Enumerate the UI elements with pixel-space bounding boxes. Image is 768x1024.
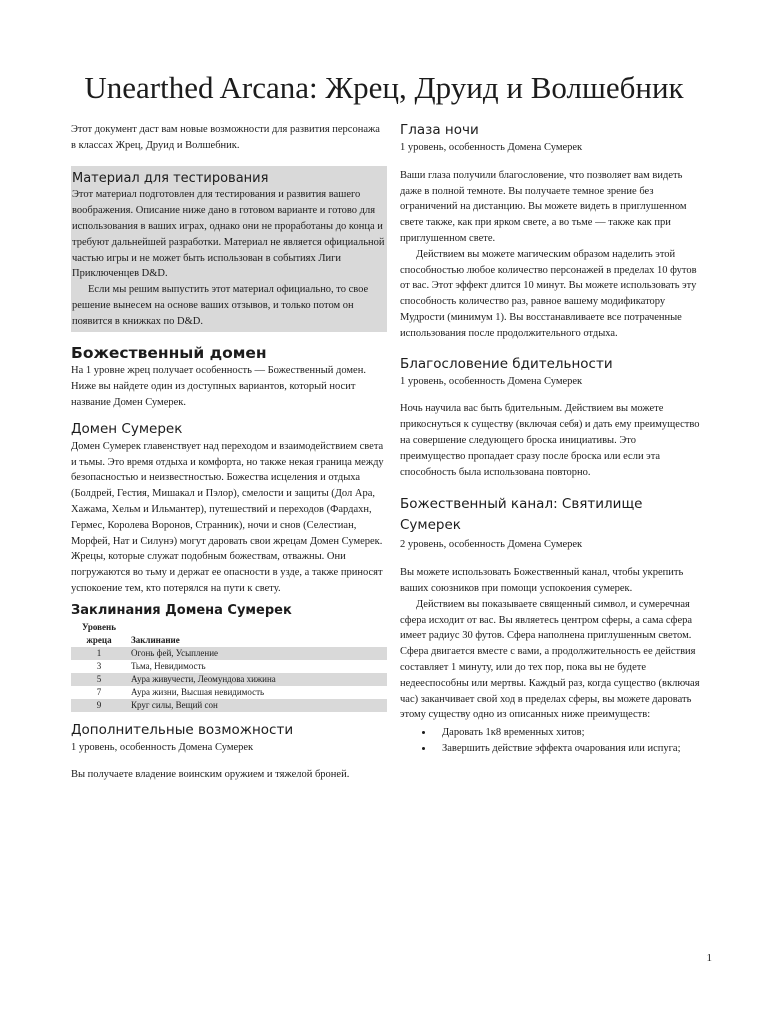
sanctuary-paragraph: Действием вы показываете священный символ, и сумеречная сфера исходит от вас. Вы являетесь центром сферы, а сама сфера имеет радиус 30 футов. Сфера наполнена приглушенным светом. Сфера двигается вместе с вами, а продолжительность ее действия составляет 1 минуту, или до тех пор, пока вы не будете недееспособны или мертвы. Каждый раз, когда существо (включая час) заканчивает свой ход в пределах сферы, вы можете даровать этому существу одно из описанных ниже преимуществ: bbox=[400, 598, 700, 721]
feature-subtitle: 1 уровень, особенность Домена Сумерек bbox=[400, 142, 583, 153]
table-cell-level: 9 bbox=[71, 699, 127, 712]
table-row bbox=[71, 673, 387, 686]
left-column bbox=[71, 122, 387, 783]
table-cell-spells: Аура живучести, Леомундова хижина bbox=[127, 673, 387, 686]
feature-subtitle: 1 уровень, особенность Домена Сумерек bbox=[71, 741, 254, 753]
spells-table-header-level: Уровень жреца bbox=[82, 621, 116, 645]
section-heading-night-eyes: Глаза ночи bbox=[400, 122, 479, 138]
table-cell-spells: Тьма, Невидимость bbox=[131, 660, 206, 671]
list-item: • Даровать 1к8 временных хитов; bbox=[434, 725, 700, 741]
sidebar-title: Материал для тестирования bbox=[72, 170, 269, 186]
spells-table bbox=[71, 621, 387, 712]
table-cell-level: 7 bbox=[96, 686, 102, 697]
sidebar-paragraph: Этот материал подготовлен для тестирования и развития вашего воображения. Описание ниже дано в готовом варианте и готово для использования в ваших играх, однако они не проработаны до конца и требуют дальнейшей разработки. Материал не является официальной частью игры и не может быть использован в событиях Лиги Приключенцев D&D. bbox=[72, 189, 385, 280]
sanctuary-paragraph: Вы можете использовать Божественный канал, чтобы укрепить ваших союзников при помощи успокоения сумерек. bbox=[400, 567, 684, 594]
table-row bbox=[71, 686, 387, 699]
table-cell-level: 3 bbox=[96, 660, 102, 671]
testing-sidebar bbox=[71, 166, 387, 332]
feature-subtitle: 2 уровень, особенность Домена Сумерек bbox=[400, 539, 583, 551]
table-row bbox=[71, 660, 387, 673]
intro-paragraph: Этот документ даст вам новые возможности для развития персонажа в классах Жрец, Друид и Волшебник. bbox=[71, 124, 380, 151]
benefits-list bbox=[400, 725, 700, 757]
table-cell-spells: Огонь фей, Усыпление bbox=[127, 647, 387, 660]
table-cell-spells: Круг силы, Вещий сон bbox=[127, 699, 387, 712]
section-heading-vigilance: Благословение бдительности bbox=[400, 355, 613, 372]
divine-domain-text: На 1 уровне жрец получает особенность — Божественный домен. Ниже вы найдете один из доступных вариантов, который носит название Домен Сумерек. bbox=[71, 365, 366, 408]
section-heading-extra-abilities: Дополнительные возможности bbox=[71, 721, 294, 738]
list-item: • Завершить действие эффекта очарования или испуга; bbox=[434, 741, 700, 757]
vigilance-paragraph: Ночь научила вас быть бдительным. Действием вы можете прикоснуться к существу (включая себя) и дать ему преимущество на совершение следующего броска инициативы. Это преимущество пропадает сразу после броска или если эта способность была использована повторно. bbox=[400, 403, 700, 478]
spells-table-header-spells: Заклинание bbox=[131, 634, 180, 645]
section-heading-sanctuary: Божественный канал: Святилище Сумерек bbox=[400, 496, 643, 534]
page-title: Unearthed Arcana: Жрец, Друид и Волшебник bbox=[84, 70, 684, 105]
feature-subtitle: 1 уровень, особенность Домена Сумерек bbox=[400, 375, 583, 387]
night-eyes-paragraph: Ваши глаза получили благословение, что позволяет вам видеть даже в полной темноте. Вы получаете темное зрение без ограничений на дистанцию. Вы можете видеть в приглушенном свете также, как при ярком свете, а во тьме — также как при приглушенном свете. bbox=[400, 169, 687, 244]
table-row bbox=[71, 699, 387, 712]
table-row bbox=[71, 647, 387, 660]
page-number: 1 bbox=[706, 952, 712, 964]
section-heading-twilight-domain: Домен Сумерек bbox=[71, 420, 183, 437]
sidebar-paragraph: Если мы решим выпустить этот материал официально, то свое решение вынесем на основе ваших отзывов, и только потом он появится в книжках по D&D. bbox=[72, 284, 369, 327]
table-cell-level: 5 bbox=[71, 673, 127, 686]
table-cell-level: 1 bbox=[71, 647, 127, 660]
twilight-domain-text: Домен Сумерек главенствует над переходом и взаимодействием света и тьмы. Это время отдыха и комфорта, но также некая граница между безопасностью и неизвестностью. Божества исцеления и отдыха (Болдрей, Гестия, Мишакал и Пэлор), смелости и защиты (Дол Ара, Хажама, Хельм и Ильмантер), путешествий и переходов (Фардахн, Гермес, Королева Воронов, Странник), ночи и снов (Селестиан, Морфей, Нат и Силунэ) могут даровать свои жрецам Домен Сумерек. Жрецы, которые служат подобным божествам, отважны. Они погружаются во тьму и держат ее опасности в узде, а также приносят успокоение тем, кто потерялся на пути к свету. bbox=[71, 440, 384, 594]
extra-abilities-text: Вы получаете владение воинским оружием и тяжелой броней. bbox=[71, 769, 350, 781]
spells-table-heading: Заклинания Домена Сумерек bbox=[71, 602, 292, 618]
right-column bbox=[400, 122, 700, 757]
table-cell-spells: Аура жизни, Высшая невидимость bbox=[131, 686, 265, 697]
night-eyes-paragraph: Действием вы можете магическим образом наделить этой способностью любое количество персонажей в пределах 10 футов от вас. Этот эффект длится 10 минут. Вы можете использовать эту способность количество раз, равное вашему модификатору Мудрости (минимум 1). Вы восстанавливаете все потраченные использования после продолжительного отдыха. bbox=[400, 248, 697, 339]
section-heading-divine-domain: Божественный домен bbox=[71, 343, 267, 362]
